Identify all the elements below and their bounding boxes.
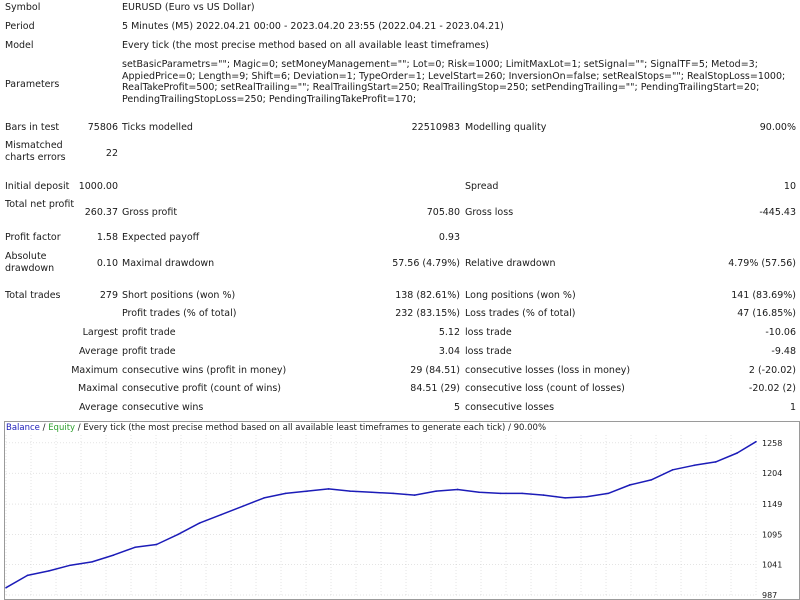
balance-point [500,493,502,495]
balance-point [285,493,287,495]
model-value: Every tick (the most precise method based on all available least timeframes) [122,40,490,51]
maximal-profit-label: consecutive profit (count of wins) [122,383,282,394]
average2-label: Average [78,402,118,413]
absdd-label: Absolute drawdown [5,251,55,274]
profit-trades-value: 232 (83.15%) [395,308,460,319]
balance-point [70,564,72,566]
balance-point [650,479,652,481]
mismatched-value: 22 [105,148,118,159]
long-value: 141 (83.69%) [731,290,796,301]
maximum-label: Maximum [71,365,118,376]
balance-point [715,461,717,463]
balance-point [263,497,265,499]
chart-title-equity: Equity [48,423,76,433]
largest-loss-value: -10.06 [765,327,796,338]
chart-frame [5,422,800,600]
ticks-label: Ticks modelled [122,122,193,133]
grossloss-value: -445.43 [759,207,796,218]
reldd-value: 4.79% (57.56) [728,258,796,269]
pf-label: Profit factor [5,232,61,243]
balance-point [521,493,523,495]
largest-label: Largest [82,327,118,338]
period-value: 5 Minutes (M5) 2022.04.21 00:00 - 2023.04.20 23:55 (2022.04.21 - 2023.04.21) [122,21,504,32]
balance-point [607,493,609,495]
maximal-label: Maximal [78,383,118,394]
ticks-value: 22510983 [411,122,460,133]
average-label: Average [78,346,118,357]
balance-point [371,491,373,493]
average-loss-value: -9.48 [771,346,796,357]
maximal-profit-value: 84.51 (29) [410,383,460,394]
balance-chart [4,421,800,600]
profit-trades-label: Profit trades (% of total) [122,308,237,319]
balance-point [27,575,29,577]
maxdd-label: Maximal drawdown [122,258,215,269]
balance-point [435,490,437,492]
period-label: Period [5,21,35,32]
y-tick-label: 1204 [762,469,783,479]
payoff-value: 0.93 [438,232,460,243]
largest-loss-label: loss trade [465,327,512,338]
balance-point [693,465,695,467]
bars-label: Bars in test [5,122,60,133]
grossloss-label: Gross loss [465,207,514,218]
maximal-loss-value: -20.02 (2) [748,383,796,394]
max-losses-label: consecutive losses (loss in money) [465,365,631,376]
mismatched-label: Mismatched charts errors [5,140,66,163]
balance-point [586,496,588,498]
netprofit-label: Total net profit [5,199,75,210]
symbol-value: EURUSD (Euro vs US Dollar) [122,2,255,13]
reldd-label: Relative drawdown [465,258,556,269]
absdd-value: 0.10 [96,258,118,269]
avg-wins-value: 5 [453,402,460,413]
model-label: Model [5,40,34,51]
chart-title-rest: / Every tick (the most precise method based on all available least timeframes to generate each tick) / 90.00% [75,423,547,433]
maxdd-value: 57.56 (4.79%) [392,258,460,269]
balance-point [242,505,244,507]
balance-point [5,587,7,589]
grossprofit-value: 705.80 [426,207,460,218]
balance-point [414,494,416,496]
payoff-label: Expected payoff [122,232,200,243]
deposit-value: 1000.00 [78,181,118,192]
spread-value: 10 [783,181,796,192]
quality-value: 90.00% [759,122,796,133]
long-label: Long positions (won %) [465,290,576,301]
trades-label: Total trades [5,290,61,301]
loss-trades-label: Loss trades (% of total) [465,308,576,319]
max-wins-label: consecutive wins (profit in money) [122,365,287,376]
avg-losses-value: 1 [789,402,796,413]
y-tick-label: 1041 [762,560,783,570]
balance-point [91,561,93,563]
y-tick-label: 987 [762,591,778,600]
pf-value: 1.58 [96,232,118,243]
bars-value: 75806 [87,122,118,133]
balance-point [48,570,50,572]
y-tick-label: 1095 [762,530,783,540]
balance-point [672,469,674,471]
avg-losses-label: consecutive losses [465,402,555,413]
balance-point [392,493,394,495]
balance-point [736,452,738,454]
balance-point [177,534,179,536]
maximal-loss-label: consecutive loss (count of losses) [465,383,625,394]
balance-point [478,491,480,493]
balance-point [156,544,158,546]
balance-point [457,489,459,491]
balance-point [328,488,330,490]
average-profit-value: 3.04 [438,346,460,357]
y-tick-label: 1258 [762,438,783,448]
trades-value: 279 [99,290,118,301]
netprofit-value: 260.37 [84,207,118,218]
short-value: 138 (82.61%) [395,290,460,301]
parameters-label: Parameters [5,79,60,90]
balance-point [543,494,545,496]
symbol-label: Symbol [5,2,41,13]
balance-point [134,546,136,548]
chart-title [6,423,546,433]
average-profit-label: profit trade [122,346,176,357]
largest-profit-value: 5.12 [438,327,460,338]
deposit-label: Initial deposit [5,181,70,192]
chart-title-balance: Balance [6,423,40,433]
balance-point [306,490,308,492]
chart-title-sep: / [39,423,49,433]
balance-point [629,484,631,486]
parameters-value: setBasicParametrs=""; Magic=0; setMoneyManagement=""; Lot=0; Risk=1000; LimitMaxLot=1; setSignal=""; SignalTF=5; Metod=3; AppiedPrice=0; Length=9; Shift=6; Deviation=1; TypeOrder=1; LevelStart=260; InversionOn=false; setRealStops=""; RealStopLoss=1000; RealTakeProfit=500; setRealTrailing=""; RealTrailingStart=250; RealTrailingStop=250; setPendingTrailing=""; PendingTrailingStart=20; PendingTrailingStopLoss=250; PendingTrailingTakeProfit=170; [122,59,786,105]
balance-point [349,490,351,492]
largest-profit-label: profit trade [122,327,176,338]
balance-point [199,522,201,524]
average-loss-label: loss trade [465,346,512,357]
balance-point [113,554,115,556]
balance-point [220,514,222,516]
max-losses-value: 2 (-20.02) [748,365,796,376]
y-tick-label: 1149 [762,500,783,510]
short-label: Short positions (won %) [122,290,236,301]
grossprofit-label: Gross profit [122,207,178,218]
quality-label: Modelling quality [465,122,547,133]
max-wins-value: 29 (84.51) [410,365,460,376]
avg-wins-label: consecutive wins [122,402,204,413]
balance-point [755,441,757,443]
loss-trades-value: 47 (16.85%) [737,308,796,319]
balance-point [564,497,566,499]
spread-label: Spread [465,181,499,192]
